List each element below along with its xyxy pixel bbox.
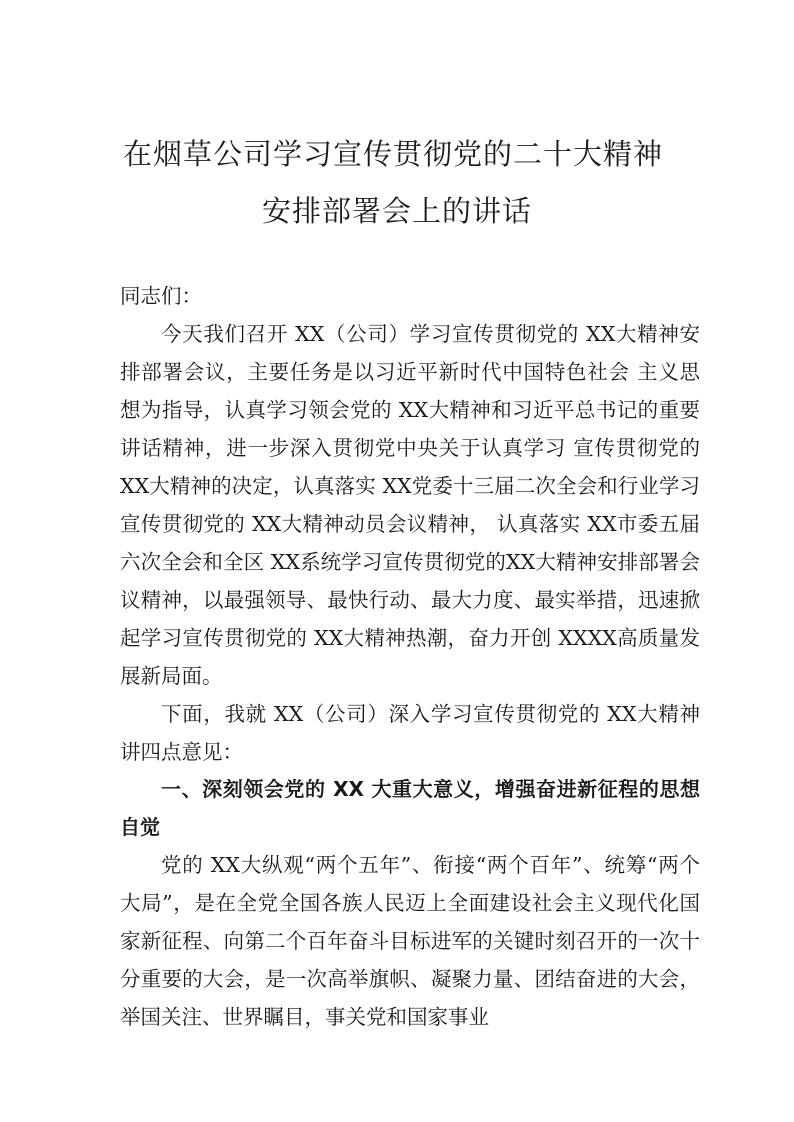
paragraph-outline: 下面，我就 XX（公司）深入学习宣传贯彻党的 XX大精神讲四点意见： [120, 702, 700, 764]
paragraph-section-1: 党的 XX大纵观“两个五年”、衔接“两个百年”、统筹“两个大局”，是在全党全国各族人民迈上全面建设社会主义现代化国家新征程、向第二个百年奋斗目标进军的关键时刻召开的一次十分重要的大会，是一次高举旗帜、凝聚力量、团结奋进的大会，举国关注、世界瞩目，事关党和国家事业 [120, 853, 700, 1029]
salutation: 同志们： [120, 284, 202, 308]
paragraph-intro: 今天我们召开 XX（公司）学习宣传贯彻党的 XX大精神安排部署会议，主要任务是以习近平新时代中国特色社会 主义思想为指导，认真学习领会党的 XX大精神和习近平总书记的重要讲话精神，进一步深入贯彻党中央关于认真学习 宣传贯彻党的 XX大精神的决定，认真落实 XX党委十三届二次全会和行业学习宣传贯彻党的 XX大精神动员会议精神， 认真落实 XX市委五届六次全会和全区 XX系统学习宣传贯彻党的XX大精神安排部署会议精神，以最强领导、最快行动、最大力度、最实举措，迅速掀起学习宣传贯彻党的 XX大精神热潮，奋力开创 XXXX高质量发展新局面。 [120, 322, 700, 688]
section-heading-1: 一、深刻领会党的 XX 大重大意义，增强奋进新征程的思想自觉 [120, 777, 700, 839]
document-title-line-2: 安排部署会上的讲话 [261, 194, 532, 228]
document-title-line-1: 在烟草公司学习宣传贯彻党的二十大精神 [122, 137, 663, 171]
